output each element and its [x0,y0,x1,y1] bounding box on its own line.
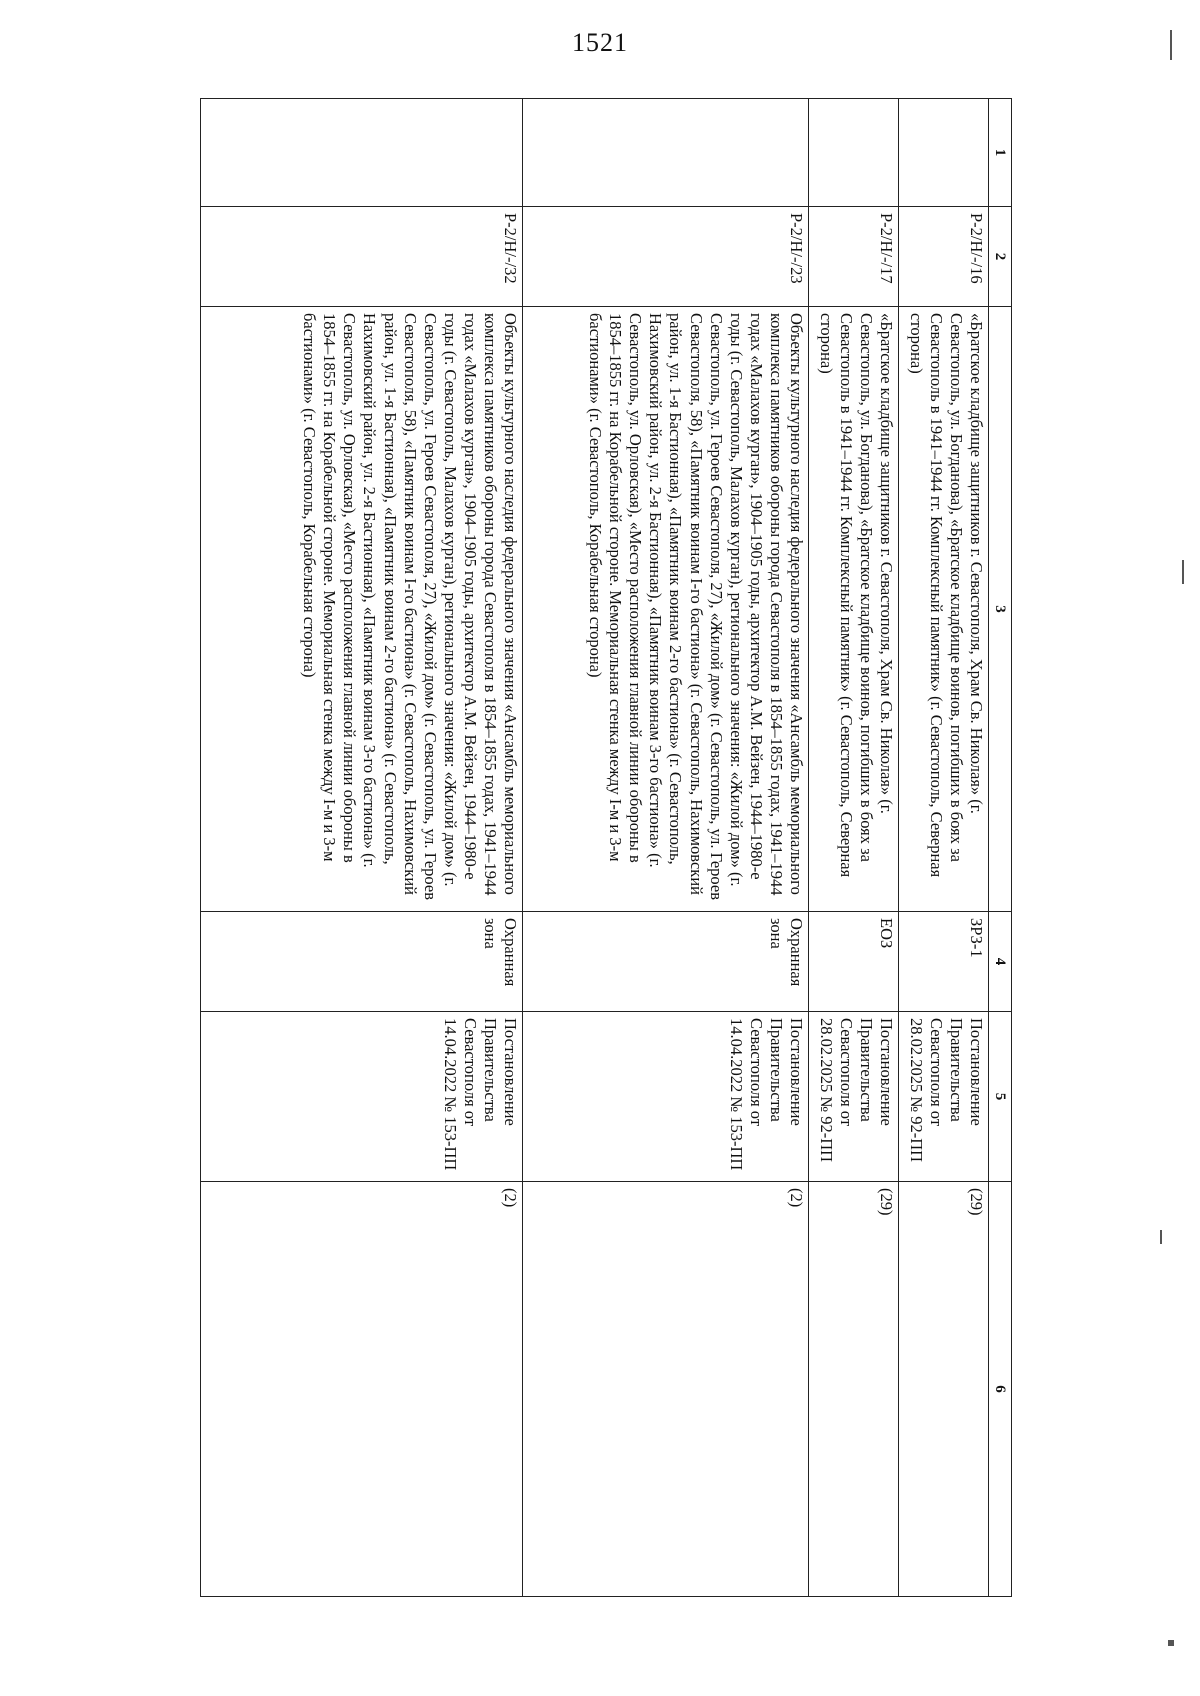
cell-note: (2) [201,1182,523,1597]
cell-col1 [809,99,899,207]
cell-col1 [899,99,989,207]
rotated-table-container [200,98,1012,1596]
cell-note: (29) [809,1182,899,1597]
cell-code: Р-2/Н/-/17 [809,207,899,307]
cell-code: Р-2/Н/-/23 [523,207,809,307]
cell-object: «Братское кладбище защитников г. Севастополя, Храм Св. Николая» (г. Севастополь, ул. Богданова), «Братское кладбище воинов, погибших в боях за Севастополь в 1941–1944 гг. Комплексный памятник» (г. Севастополь, Северная сторона) [809,307,899,912]
scan-speck [1160,1230,1162,1244]
table-row [899,99,989,1597]
cell-col1 [523,99,809,207]
cell-zone: ЕОЗ [809,912,899,1012]
table-row [523,99,809,1597]
cell-object: «Братское кладбище защитников г. Севастополя, Храм Св. Николая» (г. Севастополь, ул. Богданова), «Братское кладбище воинов, погибших в боях за Севастополь в 1941–1944 гг. Комплексный памятник» (г. Севастополь, Северная сторона) [899,307,989,912]
table-row [809,99,899,1597]
cell-zone: Охранная зона [201,912,523,1012]
header-col-5: 5 [989,1012,1012,1182]
scan-speck [1170,30,1172,60]
scan-speck [1168,1640,1174,1646]
scan-speck [1182,560,1184,584]
cell-col1 [201,99,523,207]
header-col-3: 3 [989,307,1012,912]
cell-note: (29) [899,1182,989,1597]
header-col-4: 4 [989,912,1012,1012]
header-col-1: 1 [989,99,1012,207]
header-col-2: 2 [989,207,1012,307]
cell-document: Постановление Правительства Севастополя от 28.02.2025 № 92-ПП [899,1012,989,1182]
cell-code: Р-2/Н/-/16 [899,207,989,307]
header-col-6: 6 [989,1182,1012,1597]
table-header-row [989,99,1012,1597]
cell-document: Постановление Правительства Севастополя от 14.04.2022 № 153-ПП [523,1012,809,1182]
cell-document: Постановление Правительства Севастополя от 14.04.2022 № 153-ПП [201,1012,523,1182]
register-table [200,98,1012,1597]
cell-object: Объекты культурного наследия федерального значения «Ансамбль мемориального комплекса памятников обороны города Севастополя в 1854–1855 годах, 1941–1944 годах «Малахов курган», 1904–1905 годы, архитектор А.М. Вейзен, 1944–1980-е годы (г. Севастополь, Малахов курган), регионального значения: «Жилой дом» (г. Севастополь, ул. Героев Севастополя, 27), «Жилой дом» (г. Севастополь, ул. Героев Севастополя, 58), «Памятник воинам I-го бастиона» (г. Севастополь, Нахимовский район, ул. 1-я Бастионная), «Памятник воинам 2-го бастиона» (г. Севастополь, Нахимовский район, ул. 2-я Бастионная), «Памятник воинам 3-го бастиона» (г. Севастополь, ул. Орловская), «Место расположения главной линии обороны в 1854–1855 гг. на Корабельной стороне. Мемориальная стенка между I-м и 3-м бастионами» (г. Севастополь, Корабельная сторона) [523,307,809,912]
cell-zone: ЗРЗ-1 [899,912,989,1012]
table-row [201,99,523,1597]
cell-note: (2) [523,1182,809,1597]
cell-zone: Охранная зона [523,912,809,1012]
page-number: 1521 [572,28,628,57]
cell-object: Объекты культурного наследия федерального значения «Ансамбль мемориального комплекса памятников обороны города Севастополя в 1854–1855 годах, 1941–1944 годах «Малахов курган», 1904–1905 годы, архитектор А.М. Вейзен, 1944–1980-е годы (г. Севастополь, Малахов курган), регионального значения: «Жилой дом» (г. Севастополь, ул. Героев Севастополя, 27), «Жилой дом» (г. Севастополь, ул. Героев Севастополя, 58), «Памятник воинам I-го бастиона» (г. Севастополь, Нахимовский район, ул. 1-я Бастионная), «Памятник воинам 2-го бастиона» (г. Севастополь, Нахимовский район, ул. 2-я Бастионная), «Памятник воинам 3-го бастиона» (г. Севастополь, ул. Орловская), «Место расположения главной линии обороны в 1854–1855 гг. на Корабельной стороне. Мемориальная стенка между I-м и 3-м бастионами» (г. Севастополь, Корабельная сторона) [201,307,523,912]
cell-code: Р-2/Н/-/32 [201,207,523,307]
cell-document: Постановление Правительства Севастополя от 28.02.2025 № 92-ПП [809,1012,899,1182]
